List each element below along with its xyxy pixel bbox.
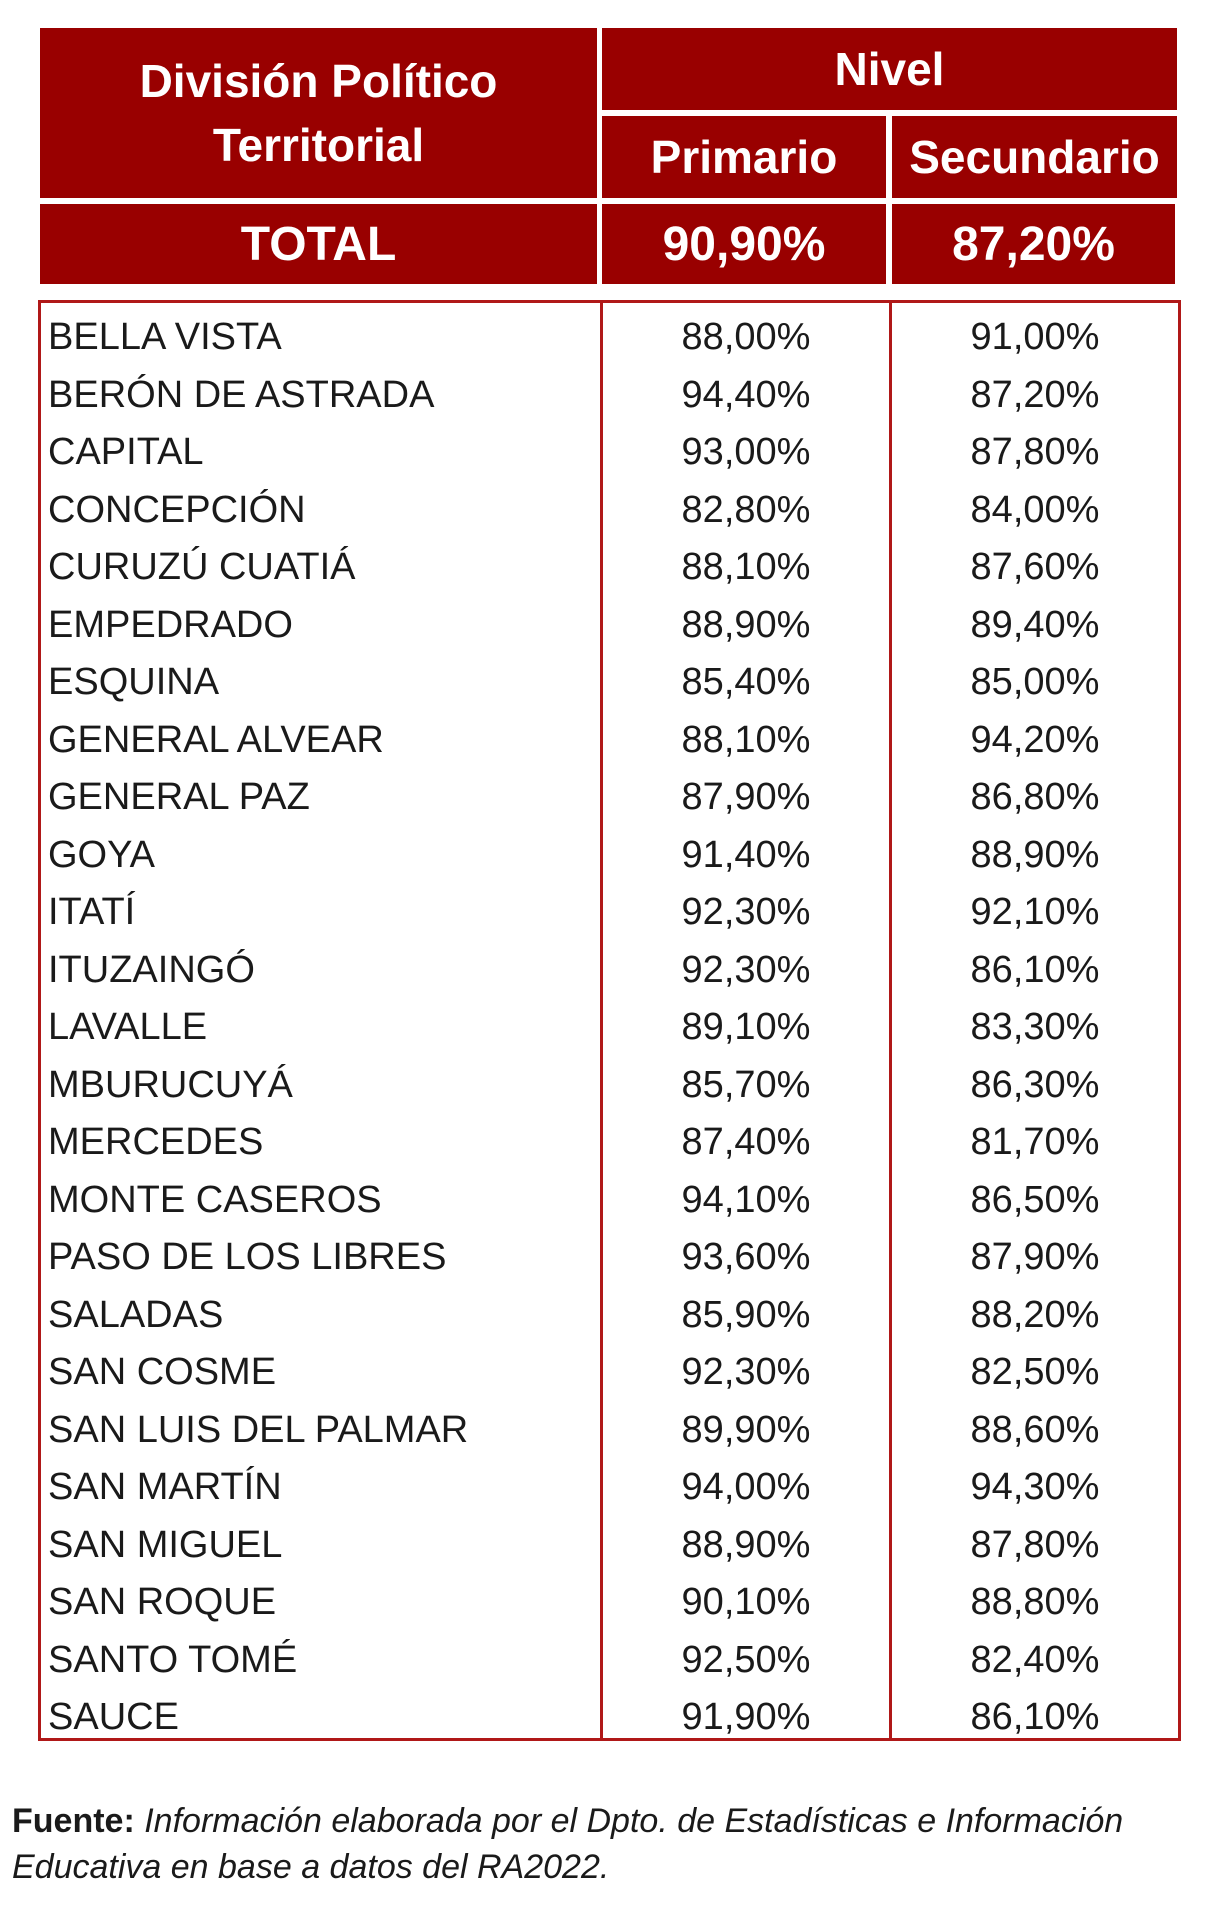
row-name: CAPITAL [48, 431, 204, 473]
row-name: SAUCE [48, 1696, 179, 1738]
row-primario: 85,90% [681, 1293, 811, 1336]
row-name: GENERAL PAZ [48, 776, 310, 818]
total-secundario: 87,20% [892, 204, 1175, 284]
row-secundario: 94,30% [970, 1466, 1100, 1508]
table-row [41, 309, 1178, 367]
table-row [41, 1114, 1178, 1172]
header-primario-cell: Primario [602, 116, 886, 198]
row-name: ITUZAINGÓ [48, 948, 255, 991]
row-name: CONCEPCIÓN [48, 488, 306, 531]
row-secundario: 92,10% [970, 891, 1100, 933]
table-row [41, 539, 1178, 597]
row-secundario: 87,60% [970, 546, 1100, 588]
row-name: GOYA [48, 833, 155, 876]
row-secundario: 86,50% [970, 1178, 1100, 1221]
table-row [41, 1057, 1178, 1115]
table-row [41, 1689, 1178, 1747]
data-table [38, 300, 1181, 1741]
row-name: BELLA VISTA [48, 316, 282, 358]
row-secundario: 83,30% [970, 1006, 1100, 1048]
row-primario: 88,00% [681, 316, 811, 358]
header-division-line1: División Político [139, 55, 498, 107]
row-name: MERCEDES [48, 1121, 264, 1163]
row-primario: 92,30% [681, 891, 811, 933]
table-row [41, 654, 1178, 712]
row-name: EMPEDRADO [48, 603, 293, 646]
row-primario: 92,30% [681, 948, 811, 991]
table-row [41, 1402, 1178, 1460]
row-primario: 88,10% [681, 546, 811, 588]
row-secundario: 94,20% [970, 718, 1100, 761]
table-row [41, 424, 1178, 482]
table-rows [41, 309, 1178, 1747]
row-secundario: 88,90% [970, 833, 1100, 876]
table-row [41, 597, 1178, 655]
row-secundario: 82,50% [970, 1351, 1100, 1393]
header-nivel-cell: Nivel [602, 28, 1177, 110]
row-secundario: 87,80% [970, 431, 1100, 473]
table-row [41, 769, 1178, 827]
row-primario: 82,80% [681, 488, 811, 531]
table-row [41, 1344, 1178, 1402]
row-primario: 94,00% [681, 1466, 811, 1508]
row-primario: 88,90% [681, 1523, 811, 1566]
row-name: SALADAS [48, 1293, 224, 1336]
row-primario: 94,40% [681, 373, 811, 416]
row-primario: 89,90% [681, 1408, 811, 1451]
row-primario: 87,90% [681, 776, 811, 818]
table-row [41, 367, 1178, 425]
table-row [41, 999, 1178, 1057]
row-name: ESQUINA [48, 661, 220, 703]
row-secundario: 89,40% [970, 603, 1100, 646]
row-secundario: 86,10% [970, 1696, 1100, 1738]
table-row [41, 1172, 1178, 1230]
row-secundario: 88,60% [970, 1408, 1100, 1451]
row-name: SAN COSME [48, 1351, 277, 1393]
row-name: PASO DE LOS LIBRES [48, 1236, 447, 1278]
row-primario: 88,90% [681, 603, 811, 646]
row-secundario: 86,30% [970, 1063, 1100, 1106]
table-row [41, 1632, 1178, 1690]
table-row [41, 884, 1178, 942]
source-line1: Información elaborada por el Dpto. de Estadísticas e Información [144, 1802, 1124, 1840]
table-row [41, 1517, 1178, 1575]
row-name: SAN MIGUEL [48, 1523, 283, 1566]
row-primario: 88,10% [681, 718, 811, 761]
row-name: LAVALLE [48, 1006, 208, 1048]
row-primario: 90,10% [681, 1581, 811, 1623]
total-label: TOTAL [40, 204, 597, 284]
row-primario: 89,10% [681, 1006, 811, 1048]
row-name: SAN MARTÍN [48, 1466, 282, 1508]
row-primario: 92,30% [681, 1351, 811, 1393]
source-note [12, 1798, 1192, 1890]
row-name: SANTO TOMÉ [48, 1638, 298, 1681]
row-name: BERÓN DE ASTRADA [48, 373, 435, 416]
row-secundario: 86,10% [970, 948, 1100, 991]
header-secundario-cell: Secundario [892, 116, 1177, 198]
source-line2: Educativa en base a datos del RA2022. [12, 1848, 610, 1886]
row-name: CURUZÚ CUATIÁ [48, 546, 356, 588]
row-primario: 92,50% [681, 1638, 811, 1681]
row-primario: 93,00% [681, 431, 811, 473]
header-division-cell [40, 28, 597, 198]
row-name: SAN LUIS DEL PALMAR [48, 1408, 469, 1451]
table-row [41, 482, 1178, 540]
row-name: ITATÍ [48, 891, 136, 933]
row-secundario: 86,80% [970, 776, 1100, 818]
row-name: SAN ROQUE [48, 1581, 277, 1623]
total-primario: 90,90% [602, 204, 886, 284]
row-secundario: 91,00% [970, 316, 1100, 358]
row-secundario: 87,90% [970, 1236, 1100, 1278]
table-row [41, 942, 1178, 1000]
table-row [41, 1287, 1178, 1345]
row-primario: 91,90% [681, 1696, 811, 1738]
row-secundario: 87,80% [970, 1523, 1100, 1566]
table-row [41, 712, 1178, 770]
row-primario: 91,40% [681, 833, 811, 876]
row-name: MONTE CASEROS [48, 1178, 382, 1221]
source-label: Fuente: [12, 1802, 135, 1840]
row-primario: 94,10% [681, 1178, 811, 1221]
row-primario: 87,40% [681, 1121, 811, 1163]
table-row [41, 1459, 1178, 1517]
row-name: MBURUCUYÁ [48, 1063, 293, 1106]
table-row [41, 1229, 1178, 1287]
row-name: GENERAL ALVEAR [48, 718, 384, 761]
row-secundario: 85,00% [970, 661, 1100, 703]
row-secundario: 88,80% [970, 1581, 1100, 1623]
row-secundario: 82,40% [970, 1638, 1100, 1681]
header-division-line2: Territorial [212, 119, 425, 171]
row-primario: 85,40% [681, 661, 811, 703]
table-row [41, 1574, 1178, 1632]
row-primario: 93,60% [681, 1236, 811, 1278]
row-primario: 85,70% [681, 1063, 811, 1106]
table-row [41, 827, 1178, 885]
row-secundario: 87,20% [970, 373, 1100, 416]
row-secundario: 88,20% [970, 1293, 1100, 1336]
row-secundario: 84,00% [970, 488, 1100, 531]
row-secundario: 81,70% [970, 1121, 1100, 1163]
